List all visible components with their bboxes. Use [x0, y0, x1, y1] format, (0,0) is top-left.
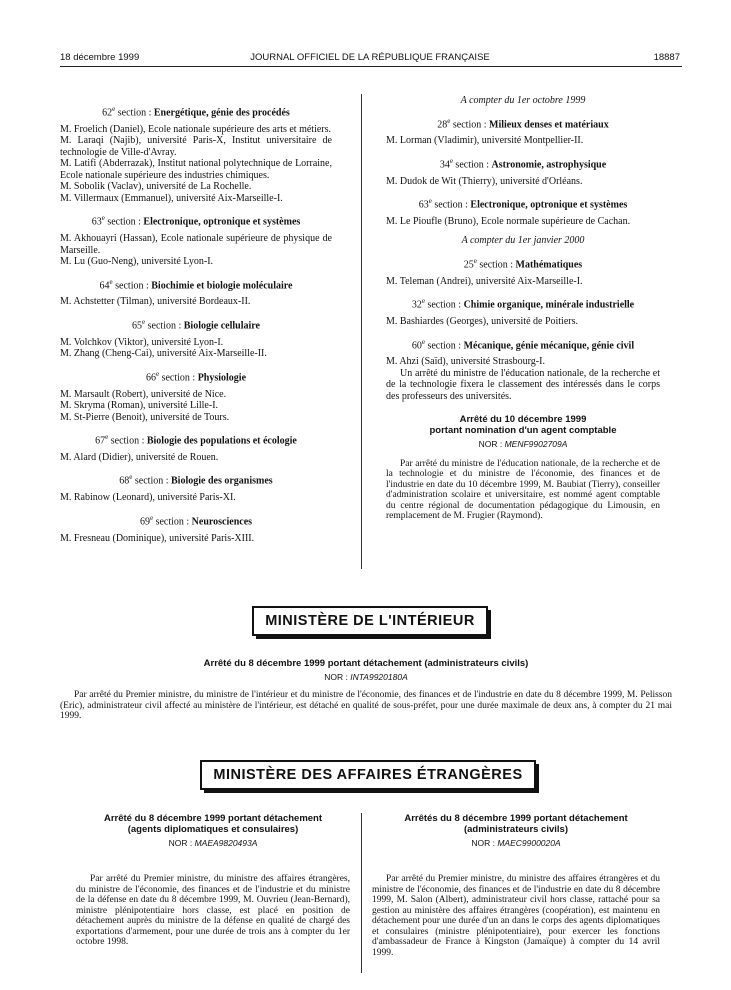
ae-right-arrete-title-line1: Arrêtés du 8 décembre 1999 portant détachement	[404, 813, 628, 824]
section-heading: 66e section : Physiologie	[145, 369, 247, 384]
section-number: 28	[437, 118, 448, 130]
ae-left-arrete-title-line1: Arrêté du 8 décembre 1999 portant détachement	[103, 813, 323, 824]
ae-right-arrete-title-line2: (administrateurs civils)	[463, 824, 568, 835]
column-divider	[361, 94, 362, 569]
section-title: Biologie des populations et écologie	[146, 435, 297, 447]
appointee-entry: M. Skryma (Roman), université Lille-I.	[60, 400, 219, 412]
header-rule	[60, 66, 682, 67]
section-title: Neurosciences	[191, 516, 253, 528]
effective-date-january: A compter du 1er janvier 2000	[461, 235, 585, 247]
ae-right-arrete-body: Par arrêté du Premier ministre, du ministre des affaires étrangères et du ministre de l'économie, des finances et de l'industrie en date du 8 décembre 1999, M. Salon (Albert), administrateur civil hors classe, rattaché pour sa gestion au ministère des affaires étrangères (coopération), est maintenu en détachement pour une durée d'un an dans le corps des agents diplomatiques et consulaires (ministre plénipotentiaire), pour exercer les fonctions d'ambassadeur de France à Kingston (Jamaïque) à compter du 14 avril 1999.	[372, 874, 660, 958]
section-title: Energétique, génie des procédés	[153, 107, 290, 119]
section-title: Mathématiques	[515, 259, 583, 271]
section-word: section :	[110, 435, 145, 447]
appointee-entry: M. Achstetter (Tilman), université Bordeaux-II.	[60, 296, 251, 308]
appointee-entry: M. Sobolik (Vaclav), université de La Rochelle.	[60, 181, 252, 193]
section-heading: 65e section : Biologie cellulaire	[132, 317, 260, 332]
section-word: section :	[155, 516, 190, 528]
section-word: section :	[117, 107, 152, 119]
ministry-interieur-heading: MINISTÈRE DE L'INTÉRIEUR	[252, 606, 488, 636]
ministry-affaires-etrangeres-heading: MINISTÈRE DES AFFAIRES ÉTRANGÈRES	[200, 760, 536, 790]
section-word: section :	[427, 299, 462, 311]
section-word: section :	[434, 199, 468, 211]
interieur-arrete-title: Arrêté du 8 décembre 1999 portant détachement (administrateurs civils)	[203, 658, 529, 669]
section-number: 63	[91, 216, 102, 228]
section-heading: 62e section : Energétique, génie des procédés	[102, 105, 290, 119]
section-number: 34	[439, 159, 450, 171]
section-title: Astronomie, astrophysique	[491, 159, 607, 171]
section-title: Electronique, optronique et systèmes	[470, 199, 628, 211]
section-heading: 63e section : Electronique, optronique et systèmes	[91, 214, 301, 228]
appointee-entry: M. Rabinow (Leonard), université Paris-XI.	[60, 492, 236, 504]
section-word: section :	[115, 279, 149, 291]
appointee-entry: M. Marsault (Robert), université de Nice.	[60, 388, 227, 400]
arrete-title-comptable-line2: portant nomination d'un agent comptable	[429, 425, 617, 437]
section-heading: 25e section : Mathématiques	[463, 256, 583, 271]
appointee-entry: M. Latifi (Abderrazak), Institut national polytechnique de Lorraine, Ecole nationale supérieure des industries chimiques.	[60, 158, 332, 181]
section-number: 32	[411, 299, 422, 311]
closing-paragraph: Un arrêté du ministre de l'éducation nationale, de la recherche et de la technologie fixera le classement des intéressés dans le corps des professeurs des universités.	[386, 367, 660, 402]
interieur-nor-reference: NOR : INTA9920180A	[324, 672, 408, 682]
section-number: 67	[95, 435, 106, 447]
right-sections-a	[386, 116, 660, 228]
page-header	[60, 52, 680, 66]
interieur-arrete	[60, 658, 672, 722]
ae-left-arrete-title-line2: (agents diplomatiques et consulaires)	[127, 824, 299, 835]
section-heading: 34e section : Astronomie, astrophysique	[439, 156, 607, 171]
affaires-etrangeres-left	[76, 813, 350, 948]
section-title: Biochimie et biologie moléculaire	[151, 279, 293, 291]
arrete-body-comptable: Par arrêté du ministre de l'éducation nationale, de la recherche et de la technologie et du ministre de l'économie, des finances et de l'industrie en date du 10 décembre 1999, M. Baubiat (Tierry), conseiller d'administration scolaire et universitaire, est nommé agent comptable du centre régional de documentation pédagogique du Limousin, en remplacement de M. Frugier (Raymond).	[386, 458, 660, 522]
section-title: Electronique, optronique et systèmes	[143, 216, 301, 228]
right-column	[386, 95, 660, 522]
section-word: section :	[452, 118, 487, 130]
section-number: 65	[132, 320, 143, 332]
section-heading: 28e section : Milieux denses et matériaux	[437, 116, 609, 130]
appointee-entry: M. Volchkov (Viktor), université Lyon-I.	[60, 336, 224, 348]
section-word: section :	[147, 320, 182, 332]
appointee-entry: M. Dudok de Wit (Thierry), université d'Orléans.	[386, 175, 583, 187]
section-word: section :	[455, 159, 490, 171]
appointee-entry: M. Lorman (Vladimir), université Montpellier-II.	[386, 135, 584, 147]
interieur-arrete-body: Par arrêté du Premier ministre, du ministre de l'intérieur et du ministre de l'économie, des finances et de l'industrie en date du 8 décembre 1999, M. Pelisson (Eric), administrateur civil affecté au ministère de l'intérieur, est détaché en qualité de sous-préfet, pour une durée maximale de deux ans, à compter du 21 mai 1999.	[60, 690, 672, 721]
section-word: section :	[161, 372, 196, 384]
appointee-entry: M. Laraqi (Najib), université Paris-X, Institut universitaire de technologie de Ville-d'Avray.	[60, 135, 332, 158]
section-number: 69	[139, 516, 150, 528]
right-sections-b	[386, 256, 660, 368]
appointee-entry: M. Bashiardes (Georges), université de Poitiers.	[386, 316, 578, 328]
appointee-entry: M. Akhouayri (Hassan), Ecole nationale supérieure de physique de Marseille.	[60, 233, 332, 256]
appointee-entry: M. Teleman (Andrei), université Aix-Marseille-I.	[386, 275, 583, 287]
section-number: 60	[411, 339, 422, 351]
arrete-title-comptable-line1: Arrêté du 10 décembre 1999	[459, 414, 587, 426]
appointee-entry: M. Lu (Guo-Neng), université Lyon-I.	[60, 256, 214, 268]
ae-left-arrete-body: Par arrêté du Premier ministre, du ministre des affaires étrangères, du ministre de l'économie, des finances et de l'industrie et du ministre de la défense en date du 8 décembre 1999, M. Ouvrieu (Jean-Bernard), ministre plénipotentiaire hors classe, est placé en position de détachement auprès du ministre de la défense en qualité de chargé des exportations d'armement, pour une durée de trois ans à compter du 1er octobre 1998.	[76, 874, 350, 947]
appointee-entry: M. Fresneau (Dominique), université Paris-XIII.	[60, 532, 255, 544]
section-heading: 32e section : Chimie organique, minérale industrielle	[411, 297, 635, 311]
section-title: Physiologie	[197, 372, 247, 384]
section-word: section :	[479, 259, 514, 271]
section-number: 25	[463, 259, 474, 271]
section-title: Mécanique, génie mécanique, génie civil	[463, 339, 635, 351]
section-heading: 63e section : Electronique, optronique et systèmes	[418, 197, 628, 211]
section-number: 64	[99, 279, 110, 291]
section-title: Chimie organique, minérale industrielle	[463, 299, 635, 311]
section-heading: 69e section : Neurosciences	[139, 513, 253, 528]
section-heading: 64e section : Biochimie et biologie moléculaire	[99, 277, 293, 291]
appointee-entry: M. Alard (Didier), université de Rouen.	[60, 451, 219, 463]
effective-date-october: A compter du 1er octobre 1999	[460, 95, 586, 106]
appointee-entry: M. St-Pierre (Benoit), université de Tours.	[60, 411, 230, 423]
ae-left-nor-reference: NOR : MAEA9820493A	[168, 838, 258, 848]
left-column	[60, 95, 332, 544]
nor-reference: NOR : MENF9902709A	[478, 439, 568, 450]
section-word: section :	[134, 475, 169, 487]
appointee-entry: M. Zhang (Cheng-Cai), université Aix-Marseille-II.	[60, 348, 267, 360]
affaires-etrangeres-right	[372, 813, 660, 958]
section-word: section :	[427, 339, 462, 351]
header-page-number: 18887	[653, 52, 680, 63]
appointee-entry: M. Le Pioufle (Bruno), Ecole normale supérieure de Cachan.	[386, 215, 631, 227]
section-word: section :	[107, 216, 141, 228]
appointee-entry: M. Ahzi (Saïd), université Strasbourg-I.	[386, 356, 545, 368]
section-number: 66	[145, 372, 156, 384]
section-title: Biologie cellulaire	[183, 320, 260, 332]
appointee-entry: M. Froelich (Daniel), Ecole nationale supérieure des arts et métiers.	[60, 123, 332, 135]
header-journal-title: JOURNAL OFFICIEL DE LA RÉPUBLIQUE FRANÇAISE	[250, 52, 490, 63]
header-date: 18 décembre 1999	[60, 52, 140, 63]
section-number: 62	[102, 107, 113, 119]
column-divider-bottom	[361, 813, 362, 973]
ae-right-nor-reference: NOR : MAEC9900020A	[471, 838, 561, 848]
section-heading: 60e section : Mécanique, génie mécanique, génie civil	[411, 337, 635, 351]
section-heading: 68e section : Biologie des organismes	[119, 473, 273, 487]
section-title: Milieux denses et matériaux	[489, 118, 609, 130]
section-number: 63	[418, 199, 429, 211]
appointee-entry: M. Villermaux (Emmanuel), université Aix-Marseille-I.	[60, 192, 283, 204]
section-heading: 67e section : Biologie des populations et écologie	[95, 433, 297, 447]
section-title: Biologie des organismes	[171, 475, 273, 487]
section-number: 68	[119, 475, 130, 487]
